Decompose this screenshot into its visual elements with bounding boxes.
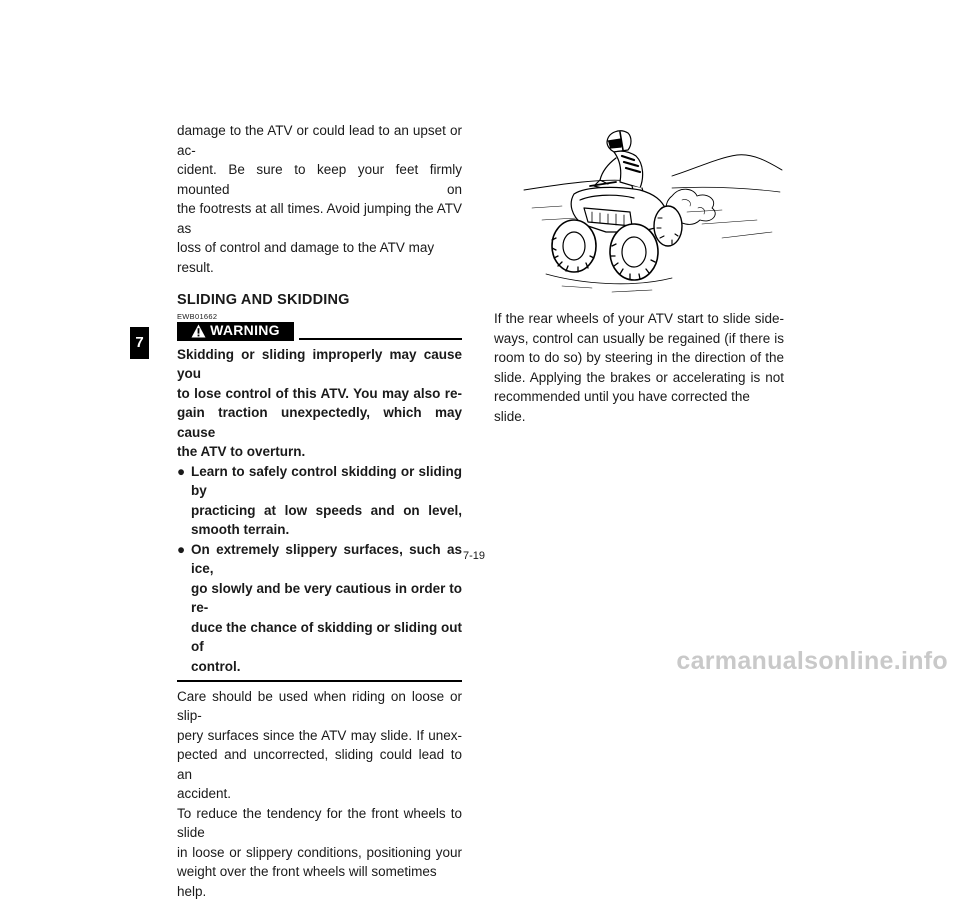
warning-label: WARNING (210, 322, 280, 339)
warning-bullet (177, 540, 462, 677)
chapter-tab: 7 (130, 327, 149, 359)
text-line: recommended until you have corrected the slide. (494, 389, 750, 424)
text-line: weight over the front wheels will sometimes help. (177, 864, 437, 899)
warning-line: the ATV to overturn. (177, 444, 306, 459)
left-column (177, 121, 462, 901)
text-line: pery surfaces since the ATV may slide. If unex- (177, 727, 462, 743)
text-line: Care should be used when riding on loose or slip- (177, 688, 462, 723)
bullet-line: go slowly and be very cautious in order to re- (191, 580, 462, 615)
warning-rule (299, 338, 462, 340)
warning-bullet (177, 462, 462, 540)
bullet-line: smooth terrain. (191, 522, 290, 537)
right-column (494, 309, 784, 426)
warning-body (177, 345, 462, 677)
atv-rider-illustration (522, 128, 784, 296)
text-line: damage to the ATV or could lead to an upset or ac- (177, 123, 462, 158)
watermark: carmanualsonline.info (676, 647, 948, 675)
text-line: ways, control can usually be regained (if there is (494, 330, 784, 346)
text-line: room to do so) by steering in the direction of the (494, 350, 784, 365)
section-heading: SLIDING AND SKIDDING (177, 292, 350, 308)
warning-header (177, 322, 462, 341)
text-line: If the rear wheels of your ATV start to slide side- (494, 311, 784, 326)
reference-code: EWB01662 (177, 311, 218, 321)
text-line: in loose or slippery conditions, positioning your (177, 844, 462, 860)
bullet-line: duce the chance of skidding or sliding out of (191, 619, 462, 654)
text-line: pected and uncorrected, sliding could lead to an (177, 747, 462, 782)
warning-badge (177, 322, 294, 341)
bullet-line: On extremely slippery surfaces, such as ice, (191, 541, 462, 576)
bullet-line: Learn to safely control skidding or sliding by (191, 463, 462, 498)
warning-line: Skidding or sliding improperly may cause you (177, 346, 462, 381)
bullet-icon: ● (177, 541, 186, 557)
warning-line: gain traction unexpectedly, which may cause (177, 405, 462, 440)
text-line: cident. Be sure to keep your feet firmly mounted on (177, 162, 462, 197)
text-line: slide. Applying the brakes or accelerating is not (494, 369, 784, 385)
text-line: accident. (177, 786, 232, 801)
page-number: 7-19 (463, 550, 486, 562)
text-line: loss of control and damage to the ATV may result. (177, 240, 435, 275)
warning-end-rule (177, 680, 462, 682)
text-line: the footrests at all times. Avoid jumping the ATV as (177, 201, 462, 236)
bullet-icon: ● (177, 463, 186, 479)
warning-triangle-icon (191, 324, 206, 338)
bullet-line: control. (191, 658, 241, 674)
bullet-line: practicing at low speeds and on level, (191, 502, 462, 518)
text-line: To reduce the tendency for the front wheels to slide (177, 805, 462, 840)
warning-line: to lose control of this ATV. You may also re- (177, 385, 462, 401)
